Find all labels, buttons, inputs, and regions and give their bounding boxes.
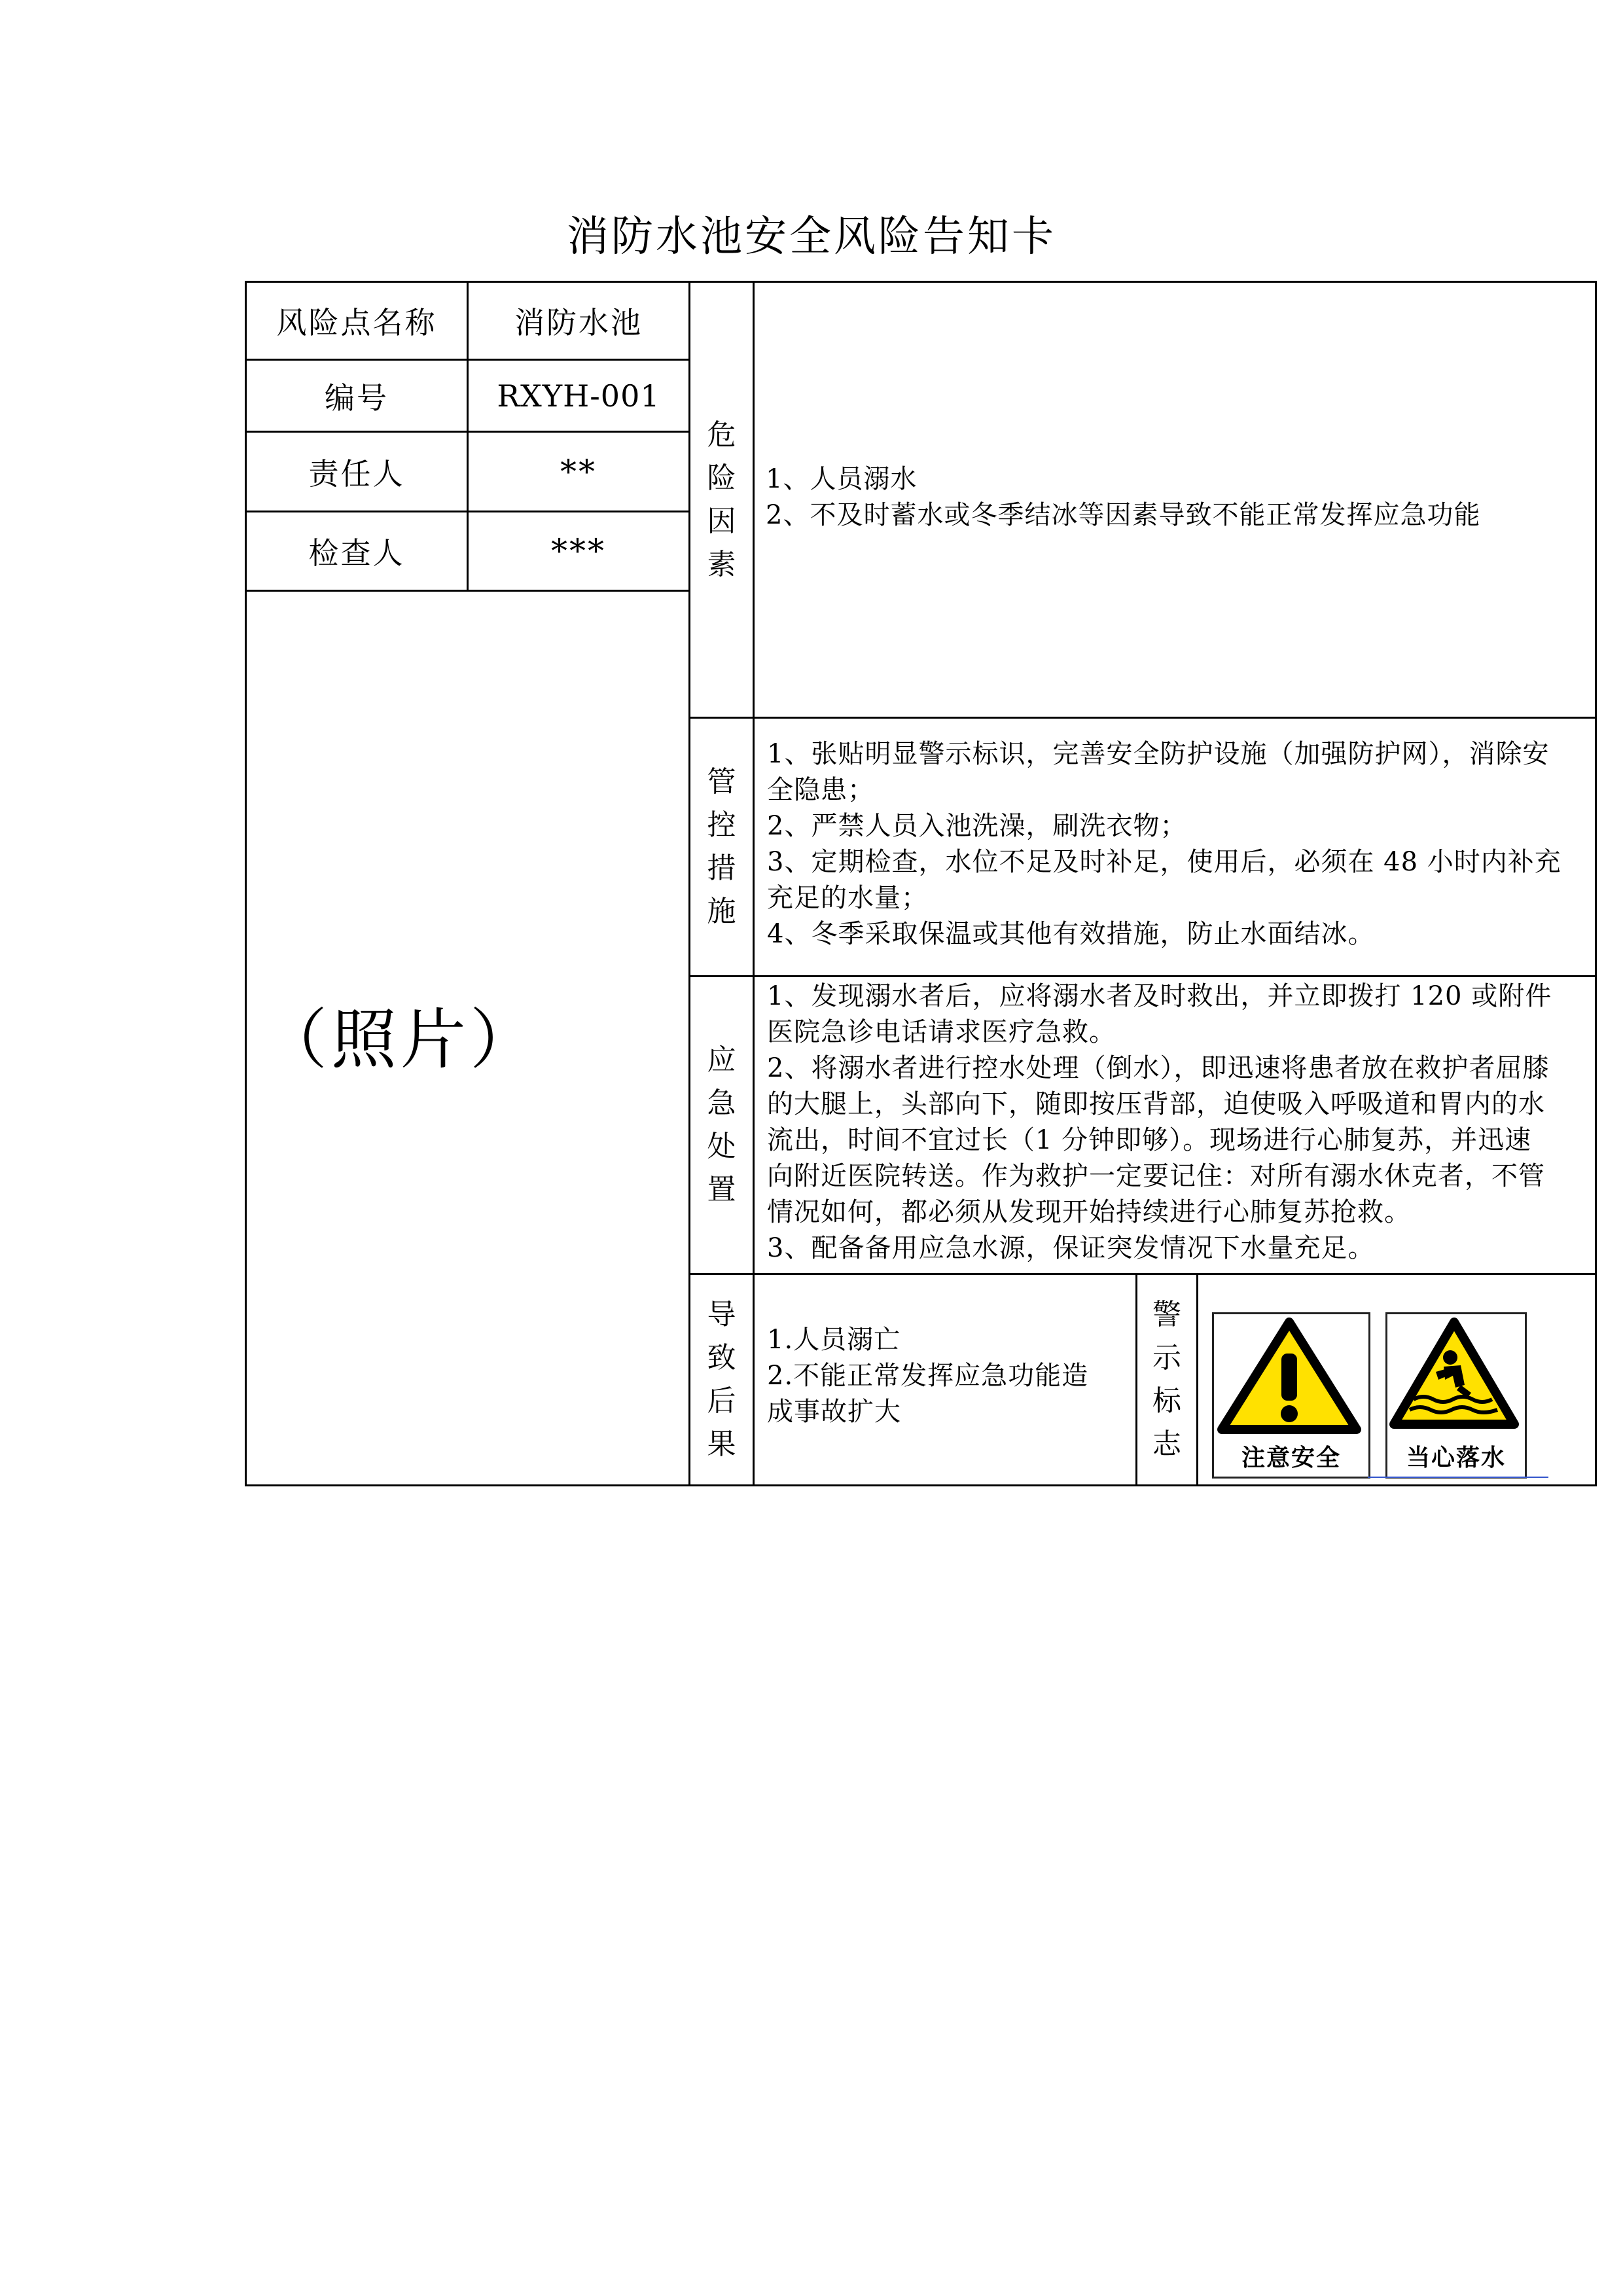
consequence-heading (690, 1275, 753, 1484)
heading-char: 处 (707, 1130, 736, 1163)
sign-caution-label: 注意安全 (1241, 1444, 1341, 1471)
heading-char: 因 (707, 504, 736, 538)
heading-char: 险 (707, 461, 736, 495)
code-value: RXYH-001 (497, 378, 660, 414)
heading-char: 置 (707, 1173, 736, 1206)
text-line: 2、将溺水者进行控水处理（倒水），即迅速将患者放在救护者屈膝 (767, 1053, 1550, 1083)
emergency-content (767, 978, 1593, 1266)
sign-underline (1368, 1477, 1548, 1478)
heading-char: 施 (707, 895, 736, 928)
heading-char: 致 (707, 1341, 736, 1374)
responsible-label: 责任人 (308, 456, 405, 492)
heading-char: 措 (707, 852, 736, 885)
consequence-content (767, 1322, 1133, 1430)
text-line: 3、配备备用应急水源，保证突发情况下水量充足。 (767, 1233, 1375, 1263)
text-line: 医院急诊电话请求医疗急救。 (767, 1017, 1116, 1047)
heading-char: 导 (707, 1298, 736, 1331)
heading-char: 管 (707, 765, 736, 798)
grid-line (1196, 1273, 1198, 1486)
text-line: 向附近医院转送。作为救护一定要记住：对所有溺水休克者，不管 (767, 1161, 1545, 1191)
heading-char: 警 (1152, 1298, 1181, 1331)
inspector-label: 检查人 (308, 535, 405, 571)
heading-char: 素 (707, 547, 736, 581)
heading-char: 危 (707, 418, 736, 452)
text-line: 1、人员溺水 (766, 464, 918, 494)
risk-point-label: 风险点名称 (276, 305, 437, 340)
text-line: 4、冬季采取保温或其他有效措施，防止水面结冰。 (767, 919, 1375, 949)
text-line: 全隐患； (767, 775, 874, 805)
text-line: 充足的水量； (767, 883, 928, 913)
control-content (767, 736, 1593, 952)
heading-char: 后 (707, 1384, 736, 1418)
photo-placeholder: （照片） (262, 1001, 539, 1078)
grid-line (245, 1484, 1597, 1486)
heading-char: 示 (1152, 1341, 1181, 1374)
text-line: 1.人员溺亡 (767, 1325, 901, 1355)
text-line: 的大腿上，头部向下，随即按压背部，迫使吸入呼吸道和胃内的水 (767, 1089, 1545, 1119)
text-line: 2、严禁人员入池洗澡，刷洗衣物； (767, 811, 1187, 841)
hazard-heading (690, 283, 753, 717)
warning-heading (1137, 1275, 1196, 1484)
grid-line (753, 281, 755, 1486)
text-line: 1、张贴明显警示标识，完善安全防护设施（加强防护网），消除安 (767, 739, 1550, 769)
falling-into-water-icon (1387, 1317, 1521, 1435)
heading-char: 志 (1152, 1427, 1181, 1461)
heading-char: 应 (707, 1043, 736, 1077)
grid-line (688, 975, 1597, 977)
control-heading (690, 719, 753, 975)
emergency-heading (690, 977, 753, 1273)
grid-line (1595, 281, 1597, 1486)
grid-line (688, 717, 1597, 719)
heading-char: 标 (1152, 1384, 1181, 1418)
card-title: 消防水池安全风险告知卡 (567, 213, 1056, 261)
text-line: 流出，时间不宜过长（1 分钟即够）。现场进行心肺复苏，并迅速 (767, 1125, 1532, 1155)
sign-fall-water (1385, 1312, 1527, 1479)
exclamation-warning-icon (1214, 1317, 1364, 1435)
heading-char: 果 (707, 1427, 736, 1461)
inspector-value: *** (551, 532, 606, 570)
risk-point-value: 消防水池 (514, 305, 643, 340)
text-line: 1、发现溺水者后，应将溺水者及时救出，并立即拨打 120 或附件 (767, 981, 1552, 1011)
heading-char: 控 (707, 808, 736, 842)
heading-char: 急 (707, 1086, 736, 1120)
text-line: 2、不及时蓄水或冬季结冰等因素导致不能正常发挥应急功能 (766, 500, 1481, 530)
text-line: 3、定期检查，水位不足及时补足，使用后，必须在 48 小时内补充 (767, 847, 1561, 877)
hazard-content (766, 461, 1590, 533)
text-line: 情况如何，都必须从发现开始持续进行心肺复苏抢救。 (767, 1197, 1411, 1227)
text-line: 2.不能正常发挥应急功能造 (767, 1361, 1089, 1391)
code-label: 编号 (325, 380, 389, 416)
text-line: 成事故扩大 (767, 1397, 901, 1427)
sign-fall-water-label: 当心落水 (1406, 1444, 1506, 1471)
responsible-value: ** (560, 452, 597, 491)
sign-caution (1212, 1312, 1370, 1479)
